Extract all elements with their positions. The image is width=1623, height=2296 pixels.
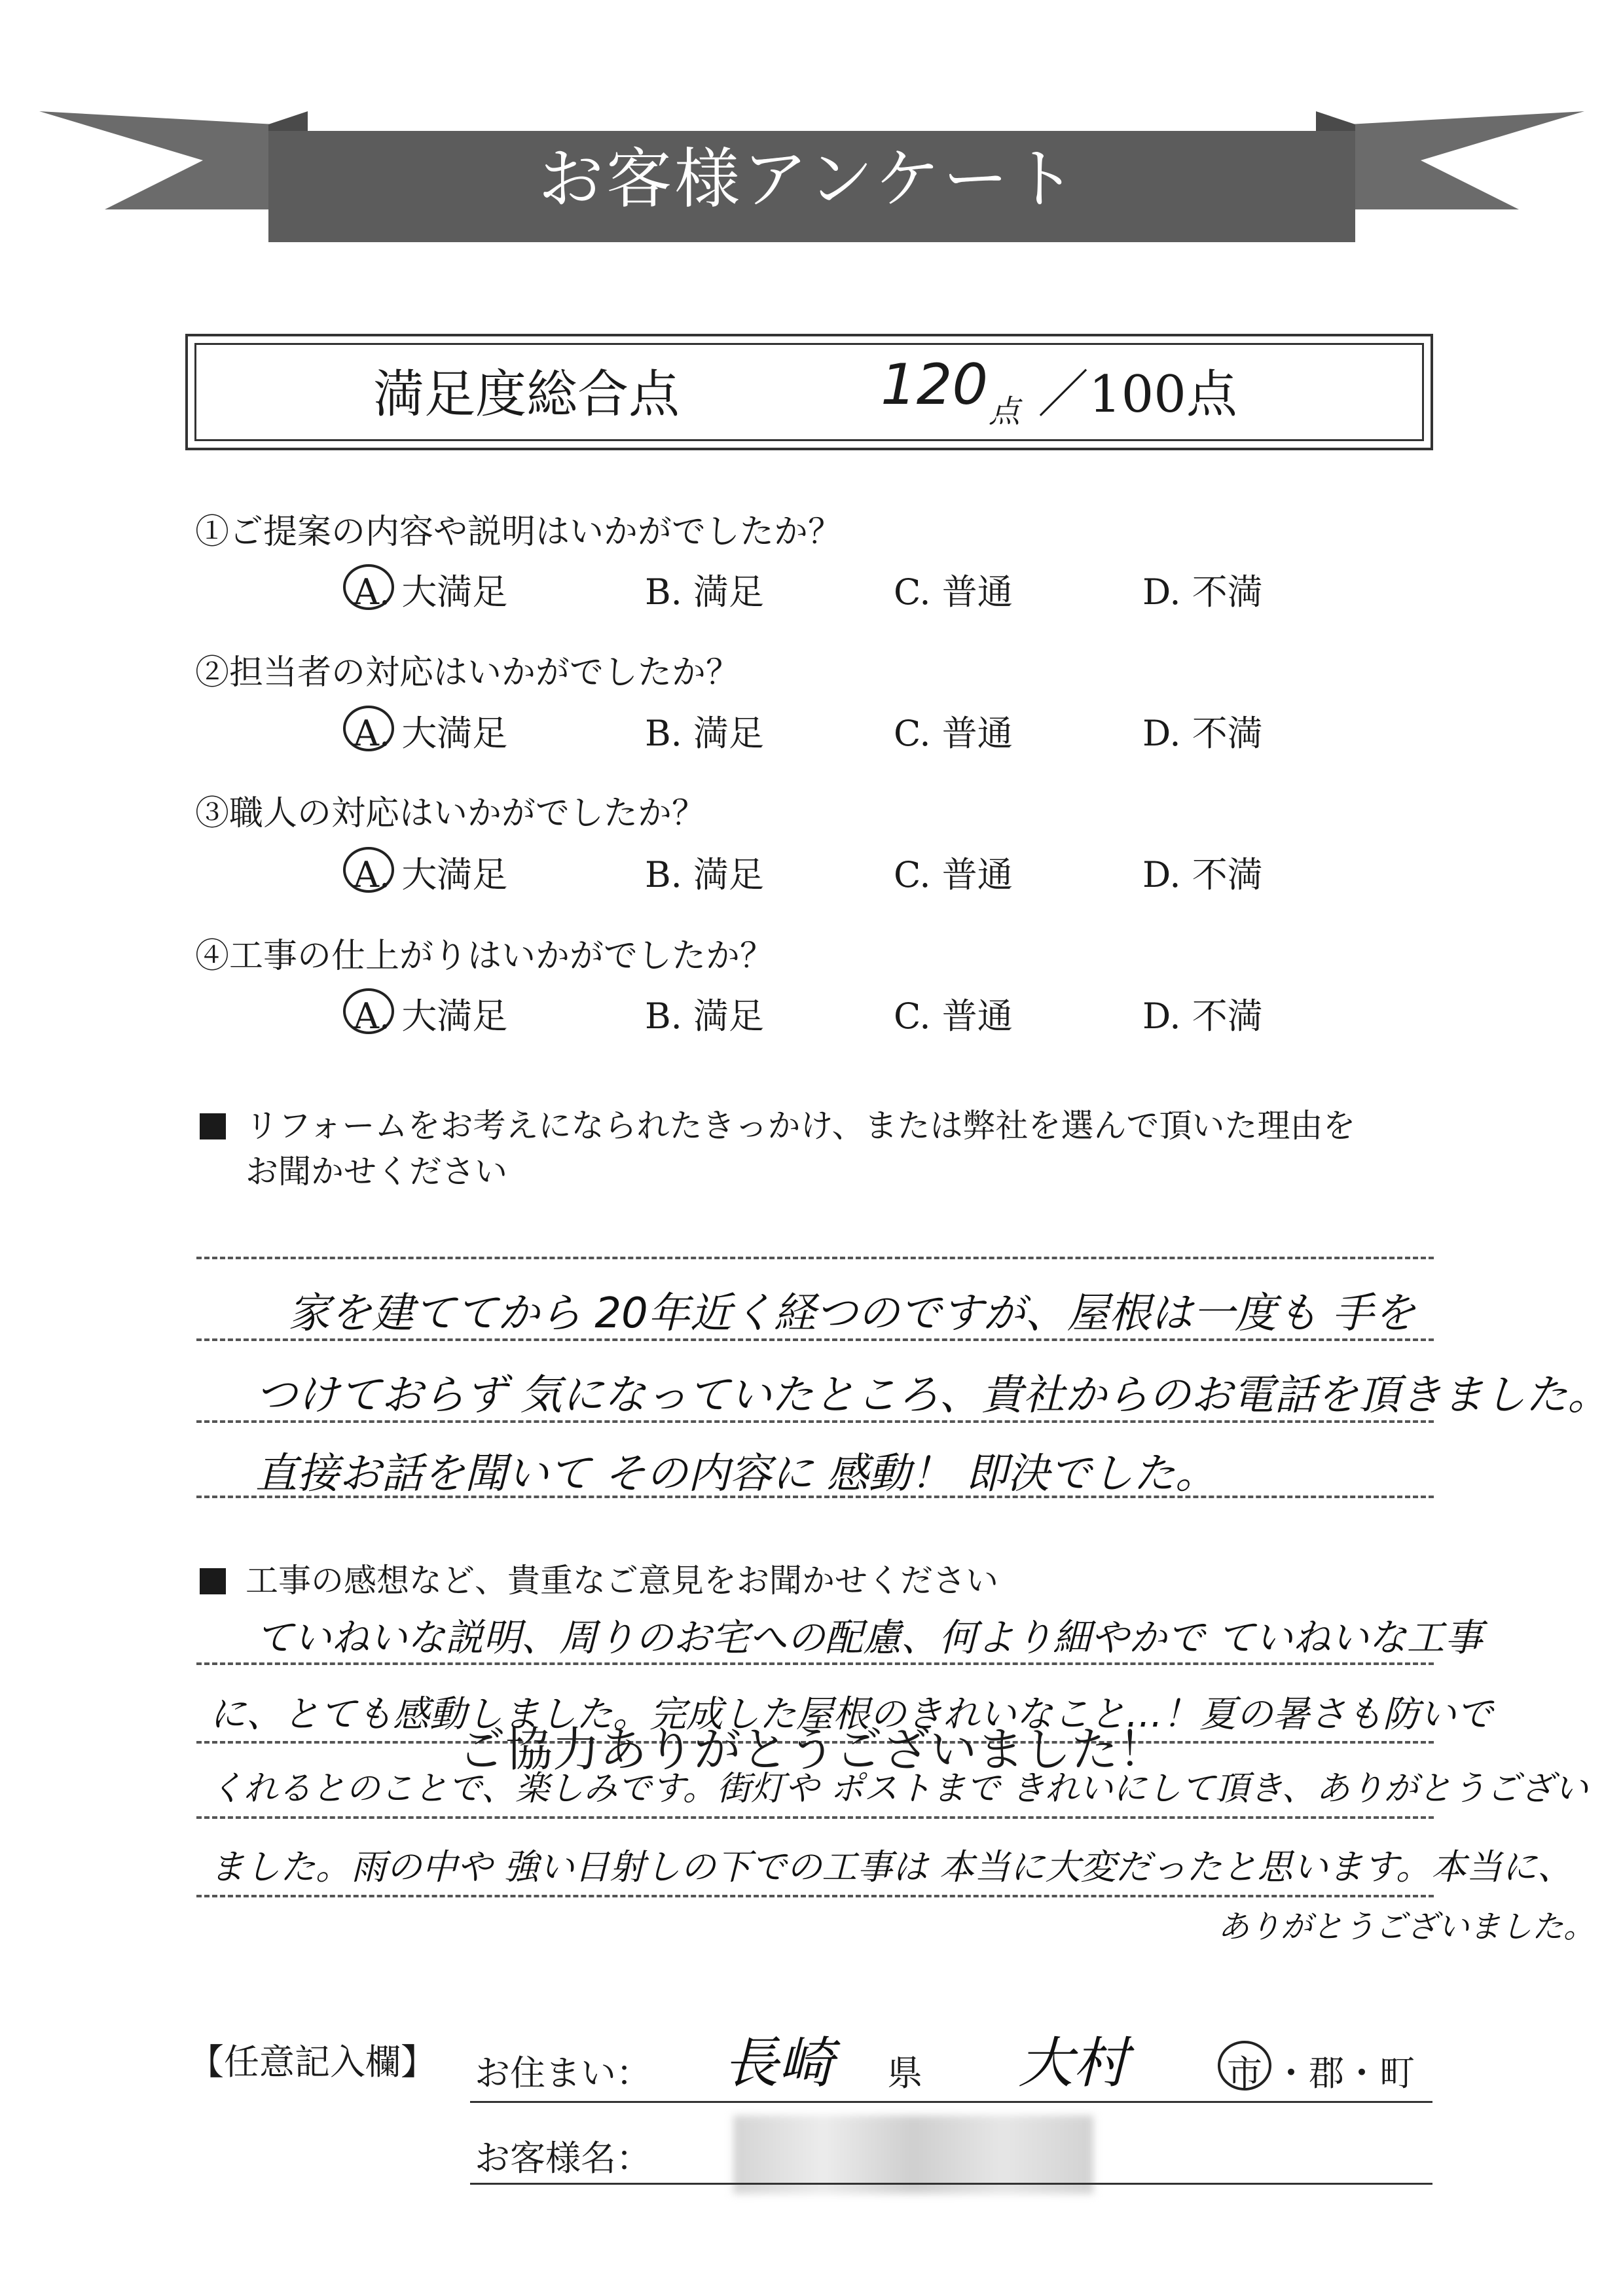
answer-line — [196, 1662, 1434, 1665]
score-handwritten-value: 120 — [881, 352, 989, 418]
option-d[interactable]: D. 不満 — [1142, 854, 1263, 895]
answer-line — [196, 1338, 1434, 1341]
handwritten-line: くれるとのことで、楽しみです。街灯や ポストまで きれいにして頂き、ありがとうござい — [210, 1769, 1588, 1808]
question-1: ①ご提案の内容や説明はいかがでしたか？ — [195, 512, 843, 552]
square-bullet-icon — [200, 1113, 226, 1139]
section1-heading: リフォームをお考えになられたきっかけ、または弊社を選んで頂いた理由を — [200, 1100, 1356, 1147]
answer-line — [196, 1257, 1434, 1259]
survey-title: お客様アンケート — [538, 141, 1079, 217]
option-b[interactable]: B. 満足 — [645, 854, 765, 895]
handwritten-line: つけておらず 気になっていたところ、貴社からのお電話を頂きました。 — [255, 1371, 1610, 1420]
prefecture-unit: 県 — [887, 2053, 922, 2094]
option-d[interactable]: D. 不満 — [1142, 571, 1263, 613]
square-bullet-icon — [200, 1568, 226, 1594]
optional-section-label: 【任意記入欄】 — [189, 2041, 436, 2083]
answer-line — [196, 1496, 1434, 1498]
question-4: ④工事の仕上がりはいかがでしたか？ — [195, 937, 775, 976]
address-label: お住まい： — [475, 2053, 651, 2094]
answer-line — [196, 1895, 1434, 1897]
option-d[interactable]: D. 不満 — [1142, 713, 1263, 754]
score-box — [185, 334, 1433, 450]
handwritten-line: 家を建ててから 20年近く経つのですが、屋根は一度も 手を — [288, 1289, 1416, 1338]
option-c[interactable]: C. 普通 — [894, 713, 1013, 754]
city-handwritten: 大村 — [1018, 2031, 1129, 2095]
option-c[interactable]: C. 普通 — [894, 571, 1013, 613]
score-handwritten-unit: 点 — [989, 393, 1021, 430]
option-b[interactable]: B. 満足 — [645, 713, 765, 754]
option-c[interactable]: C. 普通 — [894, 854, 1013, 895]
option-b[interactable]: B. 満足 — [645, 571, 765, 613]
handwritten-line: ていねいな説明、周りのお宅への配慮、何より細やかで ていねいな工事 — [255, 1615, 1483, 1660]
option-c[interactable]: C. 普通 — [894, 996, 1013, 1037]
prefecture-handwritten: 長崎 — [723, 2031, 834, 2095]
question-3: ③職人の対応はいかがでしたか？ — [195, 794, 706, 833]
score-label: 満足度総合点 — [373, 365, 680, 424]
redacted-name — [733, 2115, 1093, 2194]
option-a[interactable]: A. 大満足 — [354, 713, 508, 754]
answer-line — [196, 1816, 1434, 1819]
option-d[interactable]: D. 不満 — [1142, 996, 1263, 1037]
customer-name-label: お客様名： — [475, 2138, 651, 2179]
option-b[interactable]: B. 満足 — [645, 996, 765, 1037]
option-a[interactable]: A. 大満足 — [354, 996, 508, 1037]
handwritten-line: ました。雨の中や 強い日射しの下での工事は 本当に大変だったと思います。本当に、 — [210, 1846, 1573, 1888]
thanks-message: ご協力ありがとうございました！ — [458, 1722, 1166, 1777]
handwritten-line: に、とても感動しました。完成した屋根のきれいなこと…！夏の暑さも防いで — [210, 1693, 1493, 1736]
question-2: ②担当者の対応はいかがでしたか？ — [195, 653, 740, 692]
answer-line — [196, 1420, 1434, 1423]
name-underline — [470, 2183, 1432, 2185]
section2-heading: 工事の感想など、貴重なご意見をお聞かせください — [200, 1554, 998, 1602]
section1-heading-line2: お聞かせください — [246, 1153, 507, 1191]
city-unit-rest: ・郡・町 — [1273, 2053, 1415, 2094]
option-a[interactable]: A. 大満足 — [354, 854, 508, 895]
handwritten-line: ありがとうございました。 — [1218, 1909, 1596, 1945]
score-max: ／100点 — [1038, 365, 1237, 424]
address-underline — [470, 2101, 1432, 2103]
city-unit-circled: 市 — [1227, 2053, 1262, 2094]
handwritten-line: 直接お話を聞いて その内容に 感動！ 即決でした。 — [255, 1450, 1218, 1498]
option-a[interactable]: A. 大満足 — [354, 571, 508, 613]
